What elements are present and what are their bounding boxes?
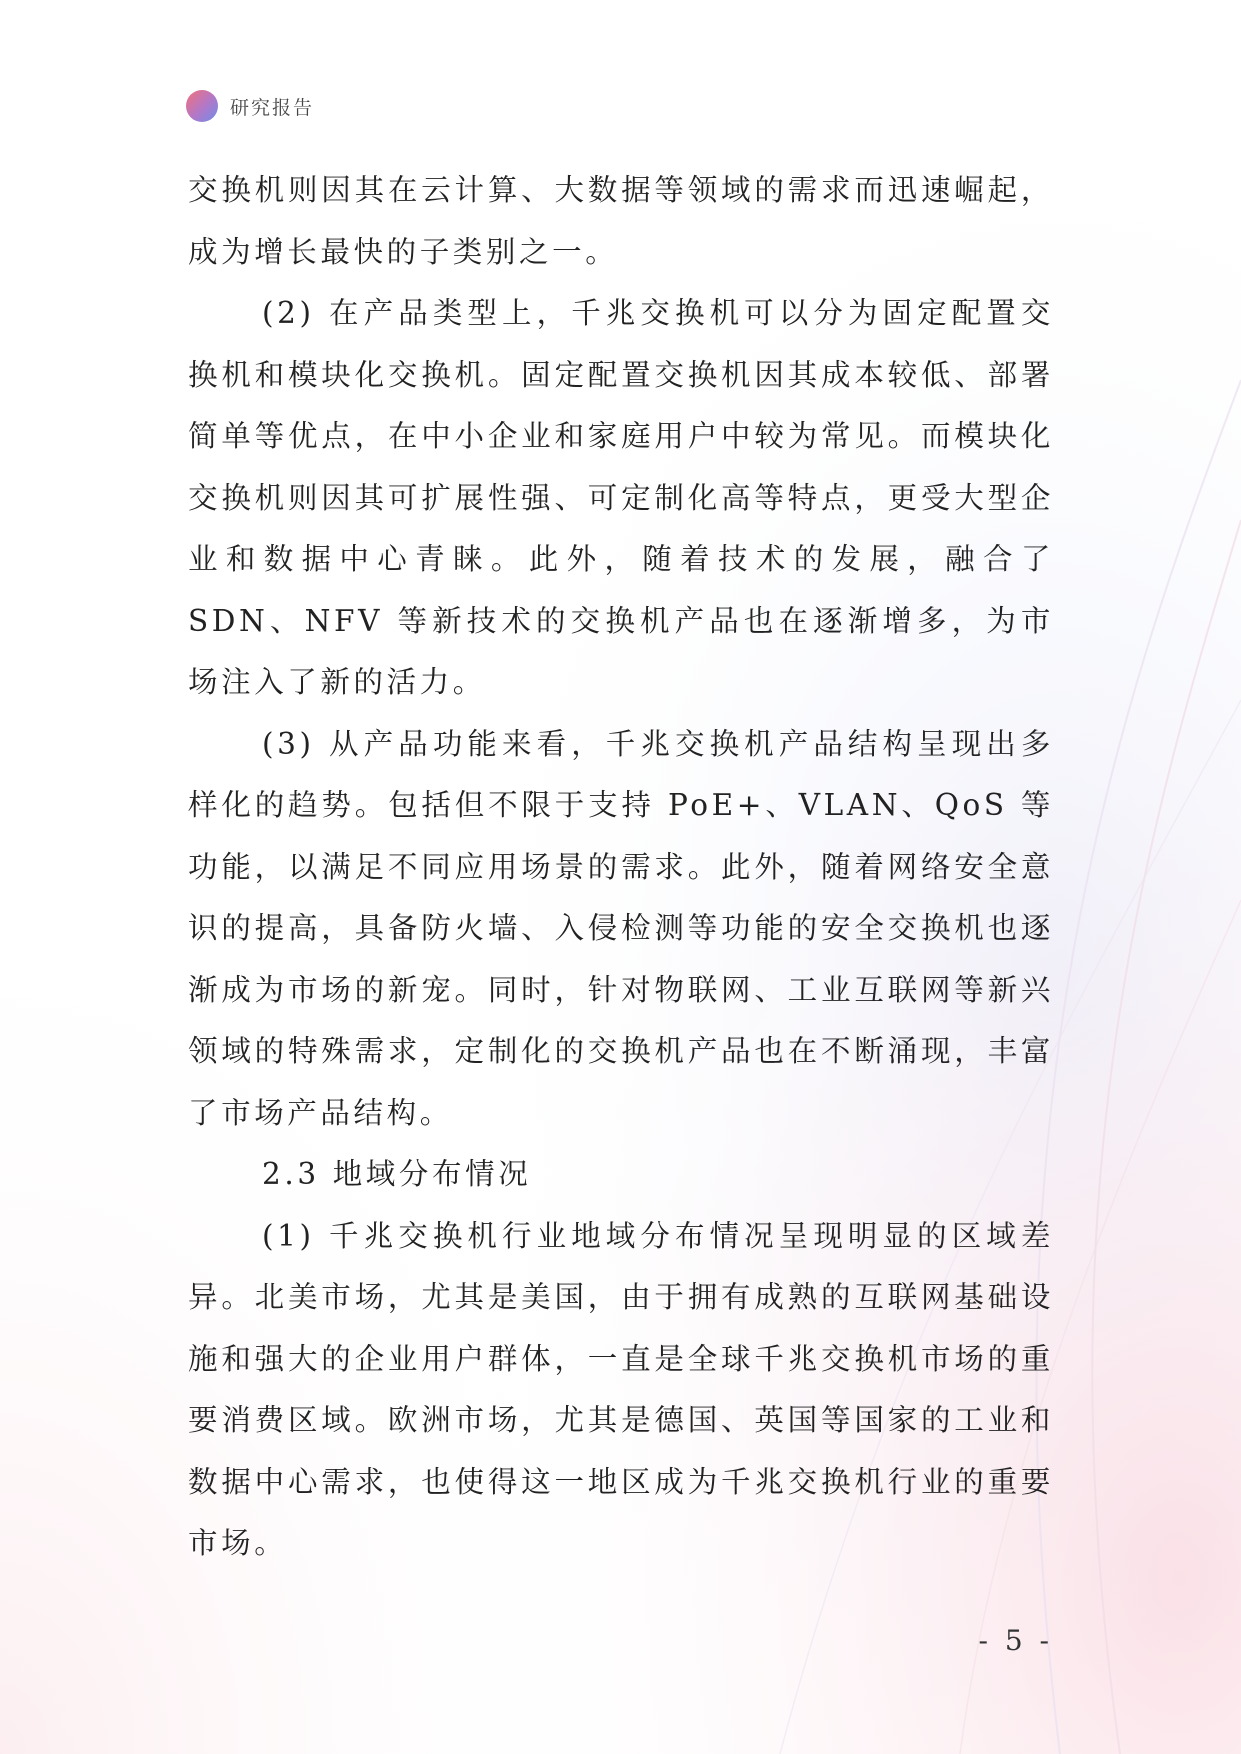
document-body (188, 160, 1054, 1575)
report-header (186, 88, 314, 124)
header-title: 研究报告 (230, 96, 315, 119)
page-number: - 5 - (978, 1624, 1053, 1657)
paragraph-product-function: (3) 从产品功能来看，千兆交换机产品结构呈现出多样化的趋势。包括但不限于支持 PoE+、VLAN、QoS 等功能，以满足不同应用场景的需求。此外，随着网络安全意识的提高，具备防火墙、入侵检测等功能的安全交换机也逐渐成为市场的新宠。同时，针对物联网、工业互联网等新兴领域的特殊需求，定制化的交换机产品也在不断涌现，丰富了市场产品结构。 (188, 726, 1054, 1130)
logo-icon (186, 90, 218, 122)
paragraph-product-type: (2) 在产品类型上，千兆交换机可以分为固定配置交换机和模块化交换机。固定配置交换机因其成本较低、部署简单等优点，在中小企业和家庭用户中较为常见。而模块化交换机则因其可扩展性强、可定制化高等特点，更受大型企业和数据中心青睐。此外，随着技术的发展，融合了 SDN、NFV 等新技术的交换机产品也在逐渐增多，为市场注入了新的活力。 (188, 296, 1054, 699)
section-heading: 2.3 地域分布情况 (262, 1157, 532, 1191)
paragraph-continuation: 交换机则因其在云计算、大数据等领域的需求而迅速崛起，成为增长最快的子类别之一。 (188, 173, 1054, 269)
paragraph-regional-distribution: (1) 千兆交换机行业地域分布情况呈现明显的区域差异。北美市场，尤其是美国，由于拥有成熟的互联网基础设施和强大的企业用户群体，一直是全球千兆交换机市场的重要消费区域。欧洲市场，尤其是德国、英国等国家的工业和数据中心需求，也使得这一地区成为千兆交换机行业的重要市场。 (188, 1218, 1054, 1560)
